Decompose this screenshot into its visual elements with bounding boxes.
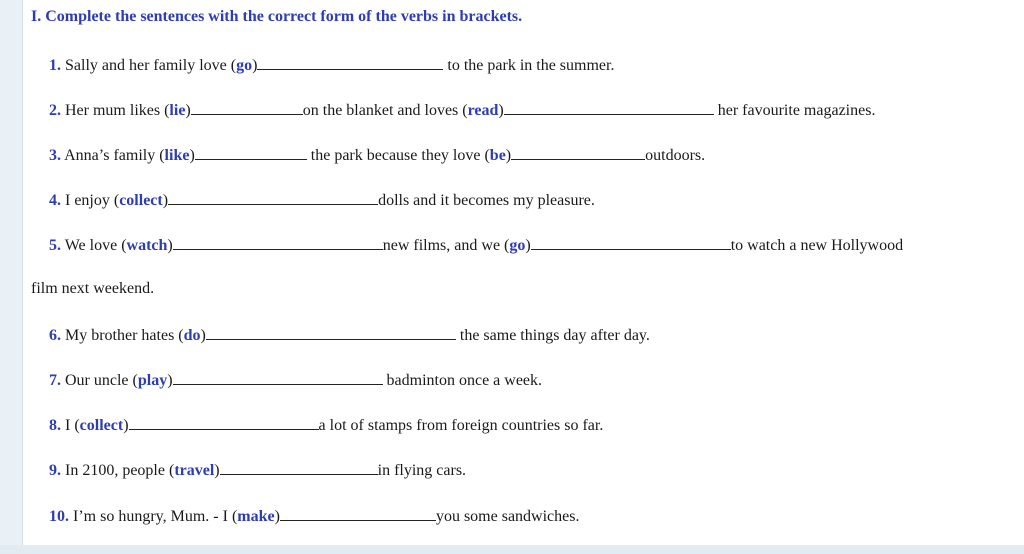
sentence-3 <box>49 145 705 165</box>
answer-blank[interactable] <box>531 235 731 250</box>
sentence-2 <box>49 100 875 120</box>
verb-in-brackets: be <box>489 147 506 164</box>
sentence-text: ) <box>274 508 280 525</box>
verb-in-brackets: lie <box>169 102 186 119</box>
verb-in-brackets: travel <box>174 462 215 479</box>
sentence-text: ) <box>252 57 258 74</box>
sentence-text: ) <box>167 372 173 389</box>
item-number: 6. <box>49 327 61 344</box>
sentence-text: We love ( <box>64 237 127 254</box>
sentence-8 <box>49 415 603 435</box>
sentence-text: ) <box>189 147 195 164</box>
item-number: 5. <box>49 237 61 254</box>
answer-blank[interactable] <box>206 325 456 340</box>
sentence-text: the same things day after day. <box>455 327 650 344</box>
item-number: 4. <box>49 192 61 209</box>
sentence-text: badminton once a week. <box>382 372 543 389</box>
answer-blank[interactable] <box>280 506 436 521</box>
sentence-text: to the park in the summer. <box>443 57 615 74</box>
sentence-text: you some sandwiches. <box>435 508 580 525</box>
verb-in-brackets: make <box>237 508 275 525</box>
sentence-10 <box>49 506 579 526</box>
sentence-text: dolls and it becomes my pleasure. <box>378 192 595 209</box>
sentence-text: My brother hates ( <box>65 327 184 344</box>
verb-in-brackets: do <box>183 327 201 344</box>
sentence-text: ) <box>505 147 512 164</box>
answer-blank[interactable] <box>504 100 714 115</box>
exercise-title: I. Complete the sentences with the correct form of the verbs in brackets. <box>31 8 523 25</box>
verb-in-brackets: go <box>236 57 253 74</box>
sentence-text: ) <box>525 237 531 254</box>
sentence-text: the park because they love ( <box>306 147 490 164</box>
sentence-text: on the blanket and loves ( <box>302 102 468 119</box>
sentence-text: ) <box>123 417 129 434</box>
sentence-text: Sally and her family love ( <box>65 57 237 74</box>
item-number: 10. <box>49 508 69 525</box>
bottom-scroll-edge <box>0 545 1024 554</box>
item-number: 2. <box>49 102 61 119</box>
sentence-text: ) <box>214 462 220 479</box>
sentence-6 <box>49 325 650 345</box>
answer-blank[interactable] <box>195 145 307 160</box>
item-number: 9. <box>49 462 61 479</box>
sentence-text: outdoors. <box>645 147 706 164</box>
sentence-text: ) <box>498 102 504 119</box>
item-number: 7. <box>49 372 61 389</box>
sentence-5-continued: film next weekend. <box>31 280 155 297</box>
sentence-text: ) <box>167 237 173 254</box>
sentence-text: in flying cars. <box>377 462 467 479</box>
sentence-text: Her mum likes ( <box>65 102 170 119</box>
sentence-text: ) <box>200 327 206 344</box>
answer-blank[interactable] <box>129 415 319 430</box>
item-number: 1. <box>49 57 61 74</box>
sentence-text: ) <box>162 192 169 209</box>
sentence-text: I enjoy ( <box>65 192 120 209</box>
sentence-text: In 2100, people ( <box>65 462 175 479</box>
sentence-5 <box>49 235 903 255</box>
sentence-7 <box>49 370 542 390</box>
sentence-text: to watch a new Hollywood <box>730 237 904 254</box>
verb-in-brackets: like <box>164 147 190 164</box>
sentence-text: Our uncle ( <box>65 372 138 389</box>
verb-in-brackets: watch <box>126 237 168 254</box>
sentence-9 <box>49 460 466 480</box>
answer-blank[interactable] <box>168 190 378 205</box>
sentence-text: I ( <box>65 417 80 434</box>
sentence-text: Anna’s family ( <box>64 147 165 164</box>
verb-in-brackets: go <box>509 237 526 254</box>
answer-blank[interactable] <box>220 460 378 475</box>
sentence-text: ) <box>185 102 191 119</box>
answer-blank[interactable] <box>511 145 645 160</box>
verb-in-brackets: collect <box>119 192 163 209</box>
verb-in-brackets: collect <box>79 417 124 434</box>
item-number: 8. <box>49 417 61 434</box>
answer-blank[interactable] <box>257 55 443 70</box>
verb-in-brackets: read <box>467 102 499 119</box>
sentence-1 <box>49 55 614 75</box>
item-number: 3. <box>49 147 61 164</box>
answer-blank[interactable] <box>191 100 303 115</box>
answer-blank[interactable] <box>173 235 383 250</box>
sentence-text: her favourite magazines. <box>713 102 876 119</box>
sentence-text: a lot of stamps from foreign countries so far. <box>318 417 604 434</box>
worksheet-page <box>22 0 1024 545</box>
sentence-text: I’m so hungry, Mum. - I ( <box>73 508 238 525</box>
answer-blank[interactable] <box>173 370 383 385</box>
sentence-4 <box>49 190 595 210</box>
verb-in-brackets: play <box>137 372 168 389</box>
sentence-text: new films, and we ( <box>382 237 510 254</box>
